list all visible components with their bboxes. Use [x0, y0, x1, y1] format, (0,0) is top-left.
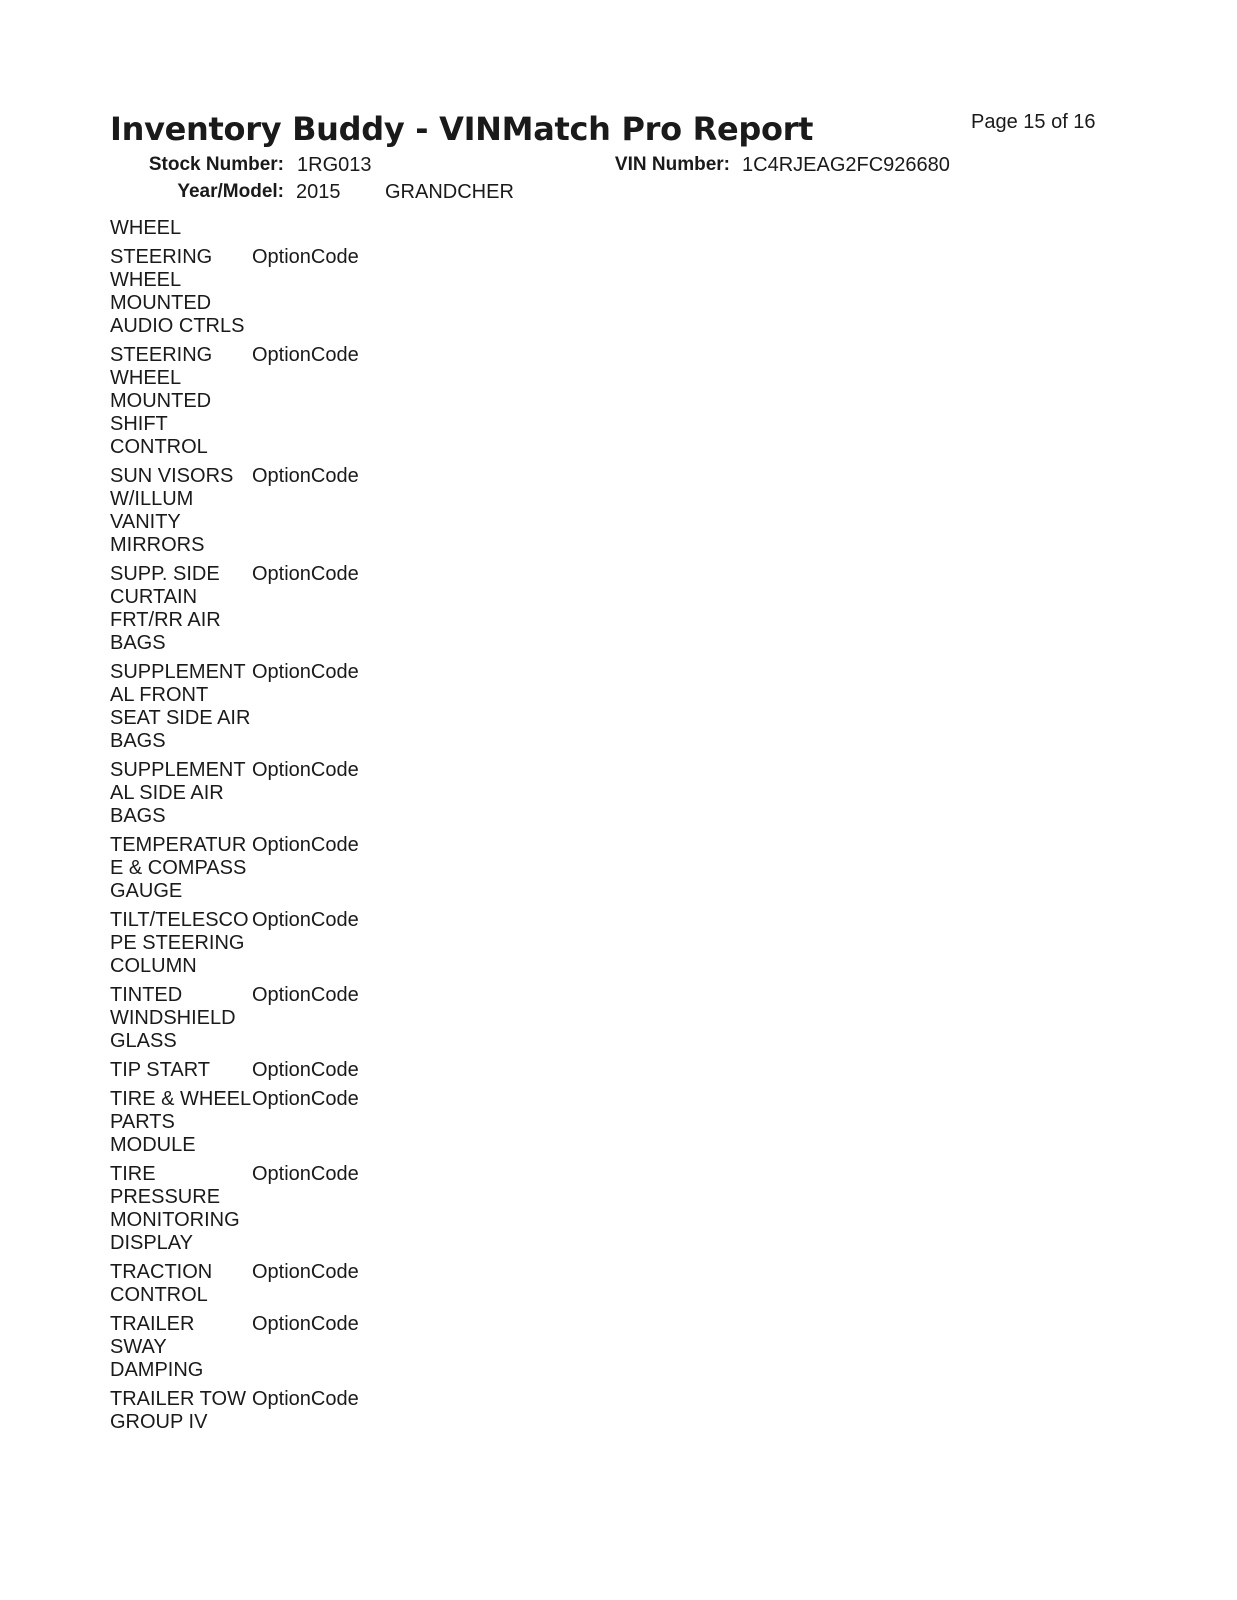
option-name: TRACTION CONTROL	[110, 1261, 213, 1306]
option-name: SUPPLEMENTAL SIDE AIR BAGS	[110, 759, 246, 827]
option-name: TILT/TELESCOPE STEERING COLUMN	[110, 909, 249, 977]
list-item	[110, 1261, 410, 1307]
option-name: TEMPERATURE & COMPASS GAUGE	[110, 834, 247, 902]
vin-number-label: VIN Number:	[614, 154, 730, 175]
option-code: OptionCode	[252, 1313, 359, 1335]
option-code: OptionCode	[252, 246, 359, 268]
option-code: OptionCode	[252, 984, 359, 1006]
option-name: SUPPLEMENTAL FRONT SEAT SIDE AIR BAGS	[110, 661, 251, 752]
option-code: OptionCode	[252, 1163, 359, 1185]
option-code: OptionCode	[252, 465, 359, 487]
option-code: OptionCode	[252, 1388, 359, 1410]
list-item	[110, 1388, 410, 1434]
option-code: OptionCode	[252, 1088, 359, 1110]
report-title: Inventory Buddy - VINMatch Pro Report	[110, 110, 814, 148]
option-name: SUPP. SIDE CURTAIN FRT/RR AIR BAGS	[110, 563, 221, 654]
list-item	[110, 344, 410, 459]
year-model-label: Year/Model:	[177, 181, 284, 202]
list-item	[110, 759, 410, 828]
option-name: SUN VISORS W/ILLUM VANITY MIRRORS	[110, 465, 234, 556]
option-name: STEERING WHEEL MOUNTED SHIFT CONTROL	[110, 344, 213, 458]
option-name: TIRE & WHEEL PARTS MODULE	[110, 1088, 251, 1156]
option-code: OptionCode	[252, 909, 359, 931]
list-item	[110, 465, 410, 557]
option-list	[110, 217, 410, 1440]
list-item	[110, 661, 410, 753]
option-code: OptionCode	[252, 1059, 359, 1081]
list-item	[110, 246, 410, 338]
option-name: TRAILER TOW GROUP IV	[110, 1388, 246, 1433]
list-item	[110, 1088, 410, 1157]
list-item	[110, 1059, 410, 1082]
list-item	[110, 834, 410, 903]
stock-number-value: 1RG013	[297, 154, 372, 176]
option-name: STEERING WHEEL MOUNTED AUDIO CTRLS	[110, 246, 245, 337]
option-code: OptionCode	[252, 759, 359, 781]
option-name: TIP START	[110, 1059, 211, 1081]
option-name: TINTED WINDSHIELD GLASS	[110, 984, 236, 1052]
option-code: OptionCode	[252, 344, 359, 366]
list-item	[110, 1163, 410, 1255]
list-item	[110, 563, 410, 655]
list-item	[110, 217, 410, 240]
model-value: GRANDCHER	[385, 181, 514, 203]
list-item	[110, 984, 410, 1053]
list-item	[110, 1313, 410, 1382]
option-code: OptionCode	[252, 661, 359, 683]
option-code: OptionCode	[252, 563, 359, 585]
stock-number-label: Stock Number:	[148, 154, 284, 175]
option-name: WHEEL	[110, 217, 182, 239]
page-number: Page 15 of 16	[971, 111, 1096, 133]
option-name: TRAILER SWAY DAMPING	[110, 1313, 204, 1381]
option-code: OptionCode	[252, 1261, 359, 1283]
list-item	[110, 909, 410, 978]
year-value: 2015	[296, 181, 341, 203]
vin-number-value: 1C4RJEAG2FC926680	[742, 154, 950, 176]
option-name: TIRE PRESSURE MONITORING DISPLAY	[110, 1163, 240, 1254]
option-code: OptionCode	[252, 834, 359, 856]
